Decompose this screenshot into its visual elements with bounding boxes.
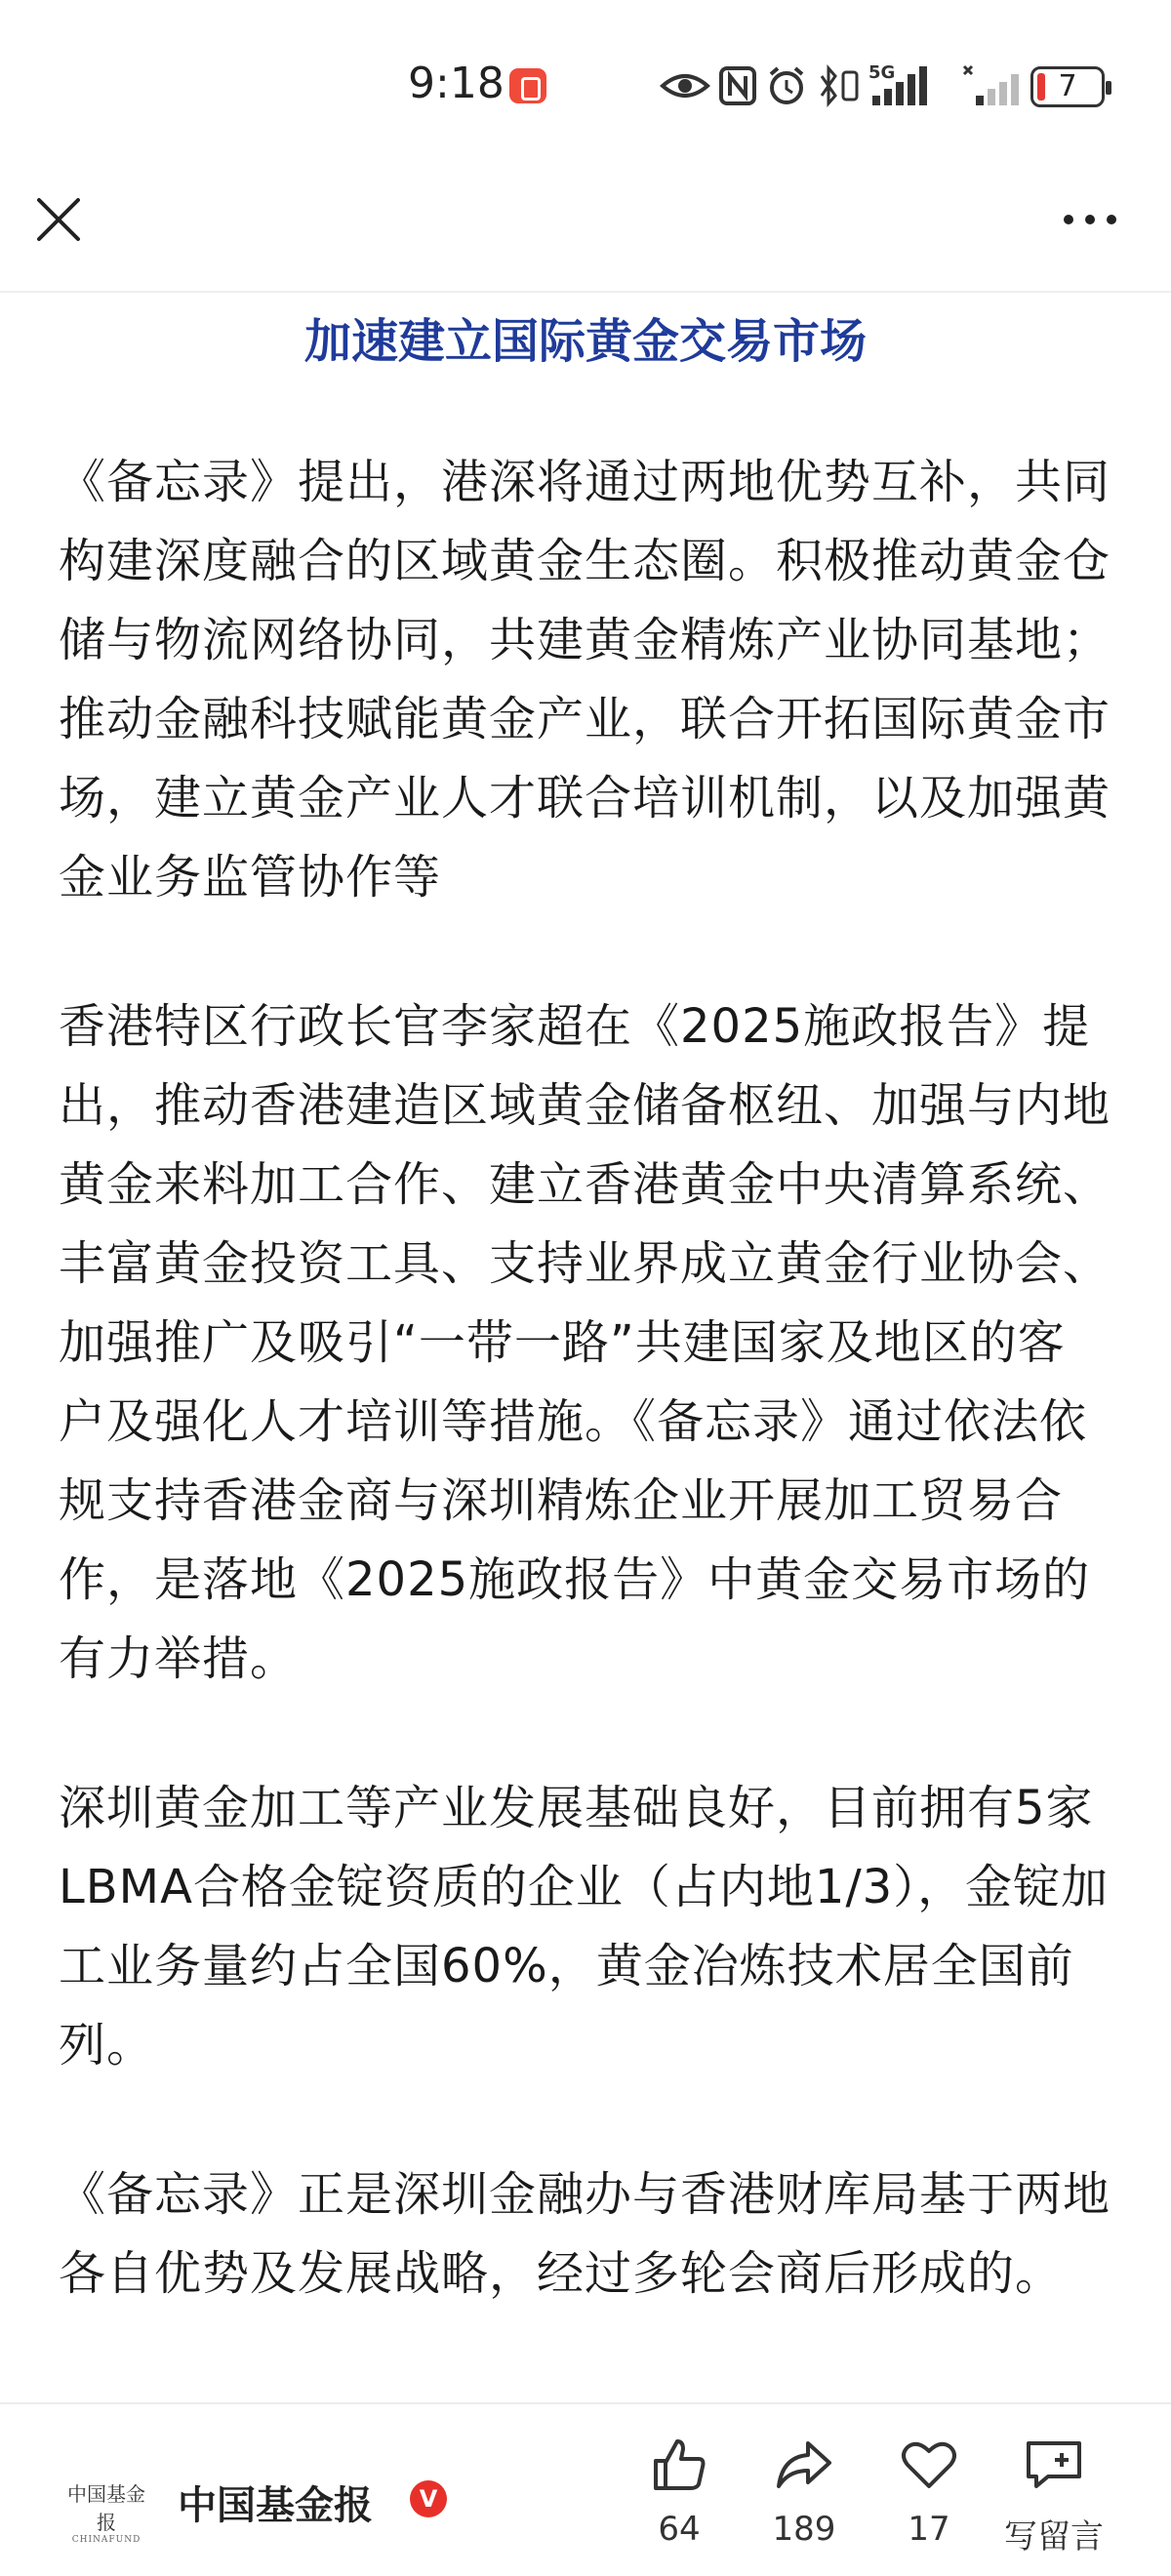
heart-icon <box>898 2434 960 2496</box>
bottom-action-bar <box>0 2402 1171 2576</box>
nav-bar <box>0 166 1171 293</box>
screen-record-icon <box>509 68 546 103</box>
bluetooth-vibrate-icon <box>816 62 865 109</box>
like-count: 64 <box>658 2510 701 2549</box>
share-count: 189 <box>772 2510 836 2549</box>
favorite-count: 17 <box>908 2510 950 2549</box>
signal-icon <box>868 62 929 109</box>
comment-icon <box>1023 2434 1085 2496</box>
article-body <box>59 293 1112 2314</box>
article-paragraph: 深圳黄金加工等产业发展基础良好，目前拥有5家LBMA合格金锭资质的企业（占内地1/3），金锭加工业务量约占全国60%，黄金冶炼技术居全国前列。 <box>59 1781 1110 2073</box>
battery-icon <box>1030 66 1105 107</box>
source-logo[interactable] <box>62 2478 150 2545</box>
comment-label: 写留言 <box>1004 2517 1104 2556</box>
article-paragraph: 《备忘录》正是深圳金融办与香港财库局基于两地各自优势及发展战略，经过多轮会商后形成的。 <box>59 2167 1111 2301</box>
share-icon <box>773 2434 835 2496</box>
battery-level: 7 <box>1058 69 1077 103</box>
close-icon[interactable] <box>29 190 88 249</box>
verified-badge: V <box>410 2480 447 2517</box>
favorite-button[interactable] <box>870 2434 988 2570</box>
alarm-icon <box>765 62 808 109</box>
section-heading: 加速建立国际黄金交易市场 <box>303 314 867 369</box>
network-label: 5G <box>868 62 896 83</box>
source-name[interactable]: 中国基金报 <box>178 2483 373 2528</box>
signal-2-icon <box>962 62 1023 109</box>
status-bar <box>0 0 1171 166</box>
logo-sub: CHINAFUND <box>71 2535 141 2545</box>
eye-icon <box>660 62 710 109</box>
status-icons <box>660 62 1109 109</box>
status-time: 9:18 <box>408 59 505 108</box>
logo-text: 中国基金报 <box>67 2482 145 2534</box>
article-paragraph: 《备忘录》提出，港深将通过两地优势互补，共同构建深度融合的区域黄金生态圈。积极推动黄金仓储与物流网络协同，共建黄金精炼产业协同基地；推动金融科技赋能黄金产业，联合开拓国际黄金市场，建立黄金产业人才联合培训机制，以及加强黄金业务监管协作等 <box>59 455 1111 905</box>
comment-button[interactable] <box>995 2434 1112 2570</box>
thumbs-up-icon <box>648 2434 710 2496</box>
nfc-icon <box>718 62 757 109</box>
like-button[interactable] <box>621 2434 738 2570</box>
article-paragraph: 香港特区行政长官李家超在《2025施政报告》提出，推动香港建造区域黄金储备枢纽、加强与内地黄金来料加工合作、建立香港黄金中央清算系统、丰富黄金投资工具、支持业界成立黄金行业协会、加强推广及吸引“一带一路”共建国家及地区的客户及强化人才培训等措施。《备忘录》通过依法依规支持香港金商与深圳精炼企业开展加工贸易合作，是落地《2025施政报告》中黄金交易市场的有力举措。 <box>59 999 1111 1686</box>
more-icon[interactable] <box>1059 200 1121 239</box>
share-button[interactable] <box>746 2434 863 2570</box>
